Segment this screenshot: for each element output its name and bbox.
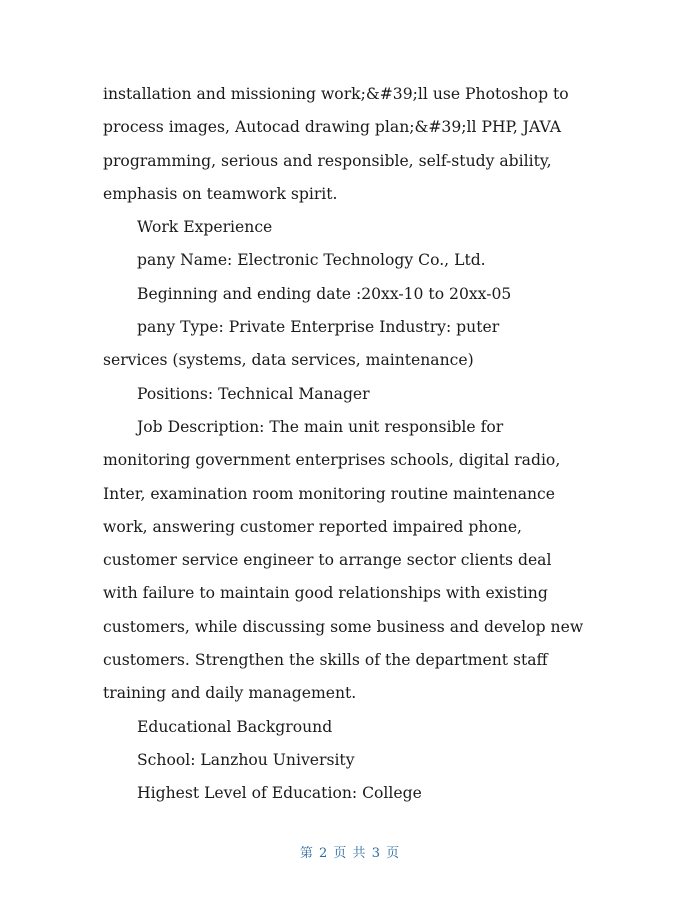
body-line: process images, Autocad drawing plan;&#39;ll PHP, JAVA xyxy=(103,118,561,137)
body-line: work, answering customer reported impaired phone, xyxy=(103,517,522,536)
body-line: customers. Strengthen the skills of the department staff xyxy=(103,651,548,670)
position-line: Positions: Technical Manager xyxy=(137,384,370,403)
page-number-footer: 第 2 页 共 3 页 xyxy=(299,846,401,861)
document-body xyxy=(103,78,603,811)
body-line: training and daily management. xyxy=(103,684,357,703)
job-description-line: Job Description: The main unit responsible for xyxy=(137,417,504,436)
body-line: customer service engineer to arrange sector clients deal xyxy=(103,551,552,570)
body-line: monitoring government enterprises schools, digital radio, xyxy=(103,451,561,470)
date-range-line: Beginning and ending date :20xx-10 to 20xx-05 xyxy=(137,284,512,303)
body-line: services (systems, data services, maintenance) xyxy=(103,351,474,370)
body-line: emphasis on teamwork spirit. xyxy=(103,184,338,203)
company-name-line: pany Name: Electronic Technology Co., Ltd. xyxy=(137,251,486,270)
school-line: School: Lanzhou University xyxy=(137,750,355,769)
section-heading-work-experience: Work Experience xyxy=(137,218,273,237)
company-type-line: pany Type: Private Enterprise Industry: puter xyxy=(137,318,500,337)
body-line: with failure to maintain good relationships with existing xyxy=(103,584,548,603)
education-level-line: Highest Level of Education: College xyxy=(137,784,422,803)
body-line: programming, serious and responsible, self-study ability, xyxy=(103,151,552,170)
body-line: Inter, examination room monitoring routine maintenance xyxy=(103,484,556,503)
section-heading-education: Educational Background xyxy=(137,717,333,736)
body-line: installation and missioning work;&#39;ll use Photoshop to xyxy=(103,85,569,103)
body-line: customers, while discussing some business and develop new xyxy=(103,617,584,636)
